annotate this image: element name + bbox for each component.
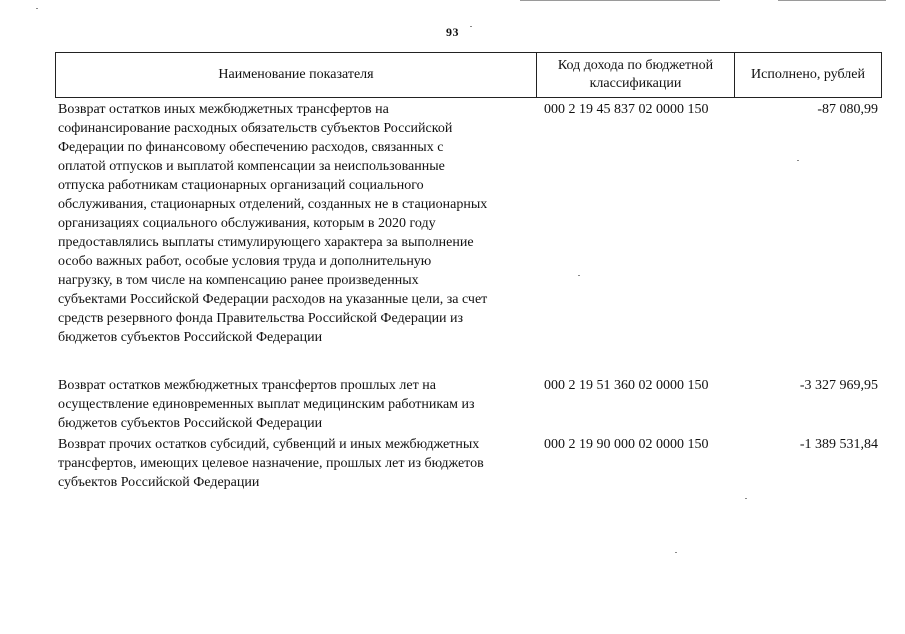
top-edge-rule	[520, 0, 720, 1]
row-name	[58, 100, 536, 347]
row-name-line: предоставлялись выплаты стимулирующего характера за выполнение	[58, 235, 474, 250]
page-number: 93	[446, 25, 459, 39]
row-name-line: Федерации по финансовому обеспечению расходов, связанных с	[58, 140, 444, 155]
scan-speck	[36, 8, 38, 9]
column-header-amount-label: Исполнено, рублей	[751, 67, 865, 82]
row-name	[58, 376, 536, 433]
row-name-line: бюджетов субъектов Российской Федерации	[58, 416, 323, 431]
row-name	[58, 435, 536, 492]
row-name-line: Возврат прочих остатков субсидий, субвенций и иных межбюджетных	[58, 437, 480, 452]
top-edge-rule	[778, 0, 886, 1]
row-code: 000 2 19 90 000 02 0000 150	[544, 437, 709, 452]
row-name-line: Возврат остатков межбюджетных трансфертов прошлых лет на	[58, 378, 436, 393]
scan-speck	[797, 160, 799, 161]
row-code: 000 2 19 51 360 02 0000 150	[544, 378, 709, 393]
column-header-code	[537, 53, 735, 97]
row-name-line: оплатой отпусков и выплатой компенсации за неиспользованные	[58, 159, 445, 174]
row-name-line: Возврат остатков иных межбюджетных трансфертов на	[58, 102, 389, 117]
row-name-line: отпуска работникам стационарных организаций социального	[58, 178, 424, 193]
scan-speck	[745, 498, 747, 499]
scan-speck	[675, 552, 677, 553]
row-name-line: нагрузку, в том числе на компенсацию ранее произведенных	[58, 273, 419, 288]
row-name-line: организациях социального обслуживания, которым в 2020 году	[58, 216, 436, 231]
column-header-code-line1: Код дохода по бюджетной	[557, 58, 714, 73]
row-name-line: осуществление единовременных выплат медицинским работникам из	[58, 397, 475, 412]
row-name-line: трансфертов, имеющих целевое назначение, прошлых лет из бюджетов	[58, 456, 484, 471]
column-header-amount	[735, 53, 881, 97]
row-name-line: софинансирование расходных обязательств субъектов Российской	[58, 121, 453, 136]
scan-speck	[470, 26, 472, 27]
table-header	[55, 52, 882, 98]
column-header-code-line2: классификации	[589, 76, 682, 91]
column-header-code-label	[558, 57, 713, 93]
row-name-line: средств резервного фонда Правительства Российской Федерации из	[58, 311, 464, 326]
row-amount: -1 389 531,84	[799, 437, 878, 452]
row-name-line: бюджетов субъектов Российской Федерации	[58, 330, 323, 345]
scan-speck	[578, 275, 580, 276]
column-header-name-label: Наименование показателя	[218, 67, 374, 82]
column-header-name	[56, 53, 537, 97]
row-name-line: субъектов Российской Федерации	[58, 475, 260, 490]
row-name-line: обслуживания, стационарных отделений, созданных не в стационарных	[58, 197, 488, 212]
row-amount: -87 080,99	[817, 102, 878, 117]
row-amount: -3 327 969,95	[799, 378, 878, 393]
row-code: 000 2 19 45 837 02 0000 150	[544, 102, 709, 117]
row-name-line: особо важных работ, особые условия труда и дополнительную	[58, 254, 432, 269]
row-name-line: субъектами Российской Федерации расходов на указанные цели, за счет	[58, 292, 488, 307]
